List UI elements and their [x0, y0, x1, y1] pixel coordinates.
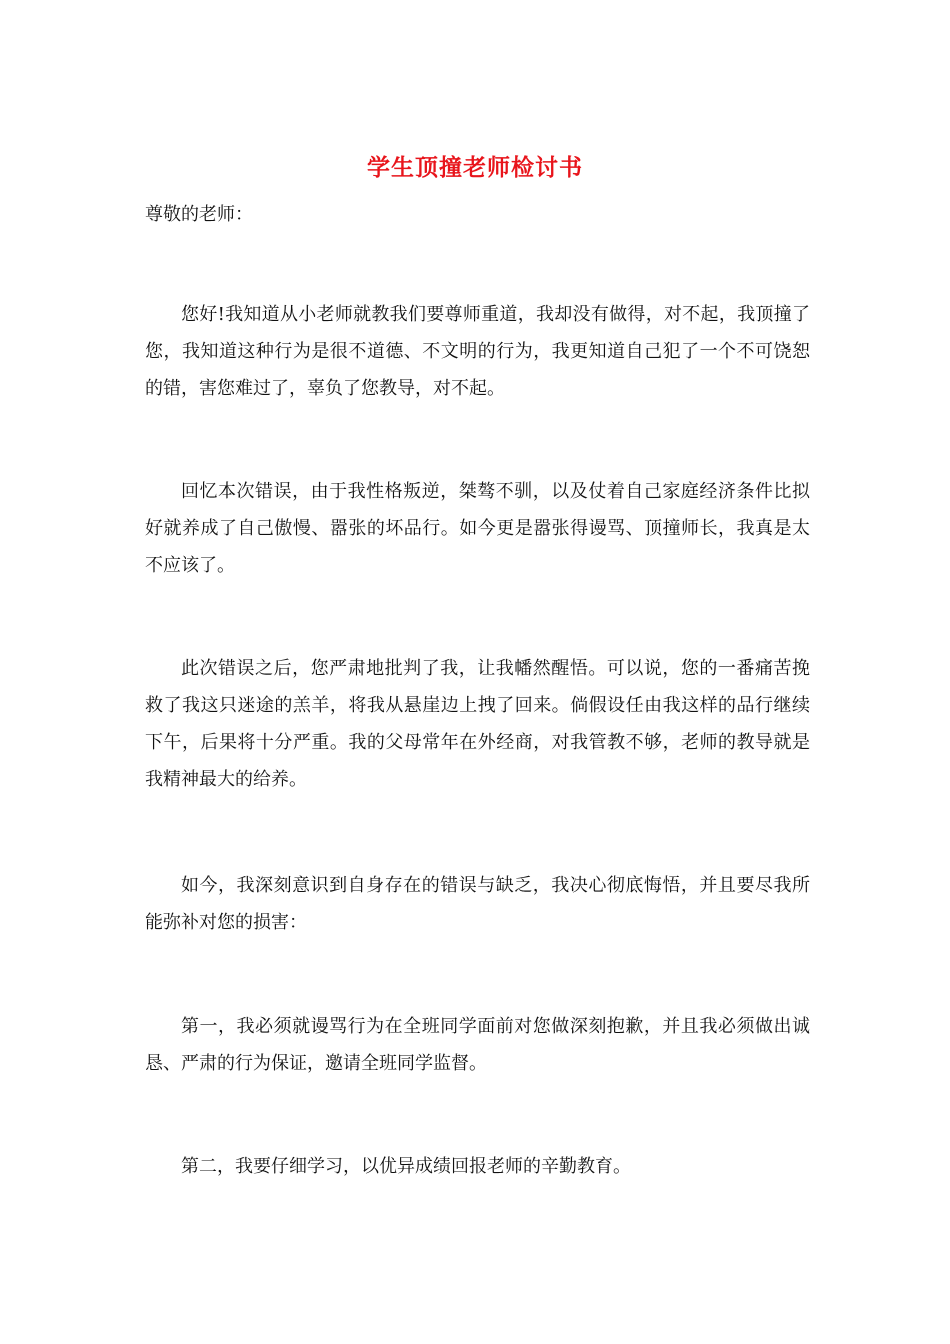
- paragraph-5: 第一，我必须就谩骂行为在全班同学面前对您做深刻抱歉，并且我必须做出诚恳、严肃的行为保证，邀请全班同学监督。: [145, 1016, 810, 1074]
- document-title: 学生顶撞老师检讨书: [367, 154, 583, 181]
- paragraph-6: 第二，我要仔细学习，以优异成绩回报老师的辛勤教育。: [181, 1156, 631, 1177]
- paragraph-4: 如今，我深刻意识到自身存在的错误与缺乏，我决心彻底悔悟，并且要尽我所能弥补对您的损害：: [145, 875, 810, 933]
- paragraph-3: 此次错误之后，您严肃地批判了我，让我幡然醒悟。可以说，您的一番痛苦挽救了我这只迷途的羔羊，将我从悬崖边上拽了回来。倘假设任由我这样的品行继续下午，后果将十分严重。我的父母常年在外经商，对我管教不够，老师的教导就是我精神最大的给养。: [145, 658, 810, 790]
- paragraph-2: 回忆本次错误，由于我性格叛逆，桀骜不驯，以及仗着自己家庭经济条件比拟好就养成了自己傲慢、嚣张的坏品行。如今更是嚣张得谩骂、顶撞师长，我真是太不应该了。: [145, 481, 810, 576]
- salutation: 尊敬的老师：: [145, 204, 253, 225]
- paragraph-1: 您好!我知道从小老师就教我们要尊师重道，我却没有做得，对不起，我顶撞了您，我知道这种行为是很不道德、不文明的行为，我更知道自己犯了一个不可饶恕的错，害您难过了，辜负了您教导，对不起。: [145, 304, 810, 399]
